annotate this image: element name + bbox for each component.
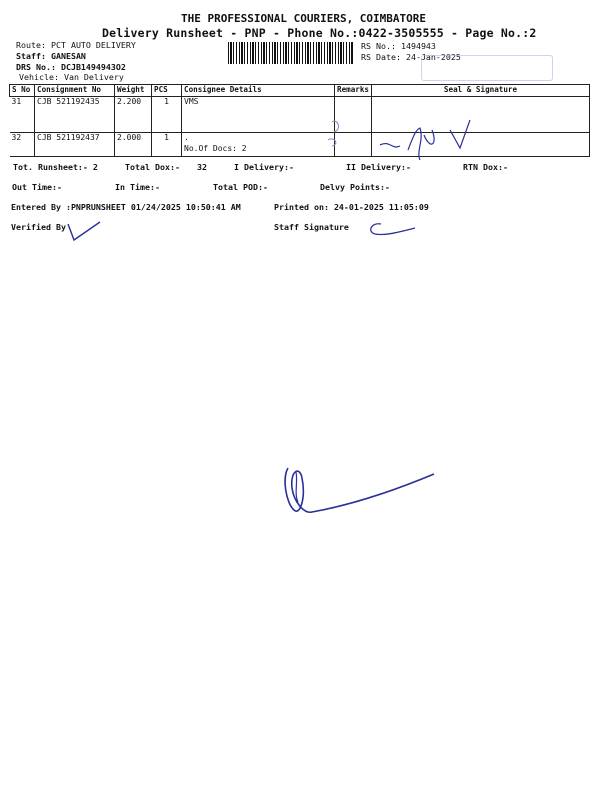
col-consignee: Consignee Details [182, 85, 335, 97]
rubber-stamp [421, 55, 553, 81]
verified-by-label: Verified By [11, 222, 66, 232]
route-text: Route: PCT AUTO DELIVERY [16, 40, 136, 50]
rs-number: RS No.: 1494943 [361, 41, 436, 51]
col-sno: S No [10, 85, 35, 97]
entered-by: Entered By :PNPRUNSHEET 01/24/2025 10:50:41 AM [11, 202, 241, 212]
col-remarks: Remarks [335, 85, 372, 97]
cell-consignment: CJB 521192435 [35, 97, 115, 133]
rtn-dox: RTN Dox:- [463, 162, 508, 172]
runsheet-table [9, 84, 590, 157]
tot-runsheet: Tot. Runsheet:- 2 [13, 162, 98, 172]
cell-weight: 2.000 [115, 133, 152, 157]
in-time: In Time:- [115, 182, 160, 192]
company-title: THE PROFESSIONAL COURIERS, COIMBATORE [181, 12, 427, 25]
cell-pcs: 1 [152, 97, 182, 133]
table-row [10, 97, 590, 133]
runsheet-subtitle: Delivery Runsheet - PNP - Phone No.:0422-3505555 - Page No.:2 [102, 26, 537, 40]
col-consignment: Consignment No [35, 85, 115, 97]
table-row [10, 133, 590, 157]
col-pcs: PCS [152, 85, 182, 97]
cell-details: VMS [182, 97, 335, 133]
printed-on: Printed on: 24-01-2025 11:05:09 [274, 202, 429, 212]
staff-text: Staff: GANESAN [16, 51, 86, 61]
docs-count: No.Of Docs: 2 [184, 144, 247, 153]
cell-sno: 31 [10, 97, 35, 133]
cell-sno: 32 [10, 133, 35, 157]
total-pod: Total POD:- [213, 182, 268, 192]
out-time: Out Time:- [12, 182, 62, 192]
i-delivery: I Delivery:- [234, 162, 294, 172]
total-dox-label: Total Dox:- [125, 162, 180, 172]
total-dox-value: 32 [197, 162, 207, 172]
large-signature [276, 458, 446, 528]
drs-number: DRS No.: DCJB1494943O2 [16, 62, 126, 72]
verified-signature [66, 218, 106, 246]
barcode [228, 42, 354, 64]
details-text: . [184, 133, 189, 142]
cell-consignment: CJB 521192437 [35, 133, 115, 157]
rs-date: RS Date: 24-Jan-2025 [361, 52, 461, 62]
vehicle-text: Vehicle: Van Delivery [19, 72, 124, 82]
staff-signature-mark [363, 218, 423, 242]
cell-weight: 2.200 [115, 97, 152, 133]
table-header-row [10, 85, 590, 97]
col-seal: Seal & Signature [372, 85, 590, 97]
cell-details [182, 133, 335, 157]
ii-delivery: II Delivery:- [346, 162, 411, 172]
col-weight: Weight [115, 85, 152, 97]
staff-signature-label: Staff Signature [274, 222, 349, 232]
delvy-points: Delvy Points:- [320, 182, 390, 192]
cell-pcs: 1 [152, 133, 182, 157]
